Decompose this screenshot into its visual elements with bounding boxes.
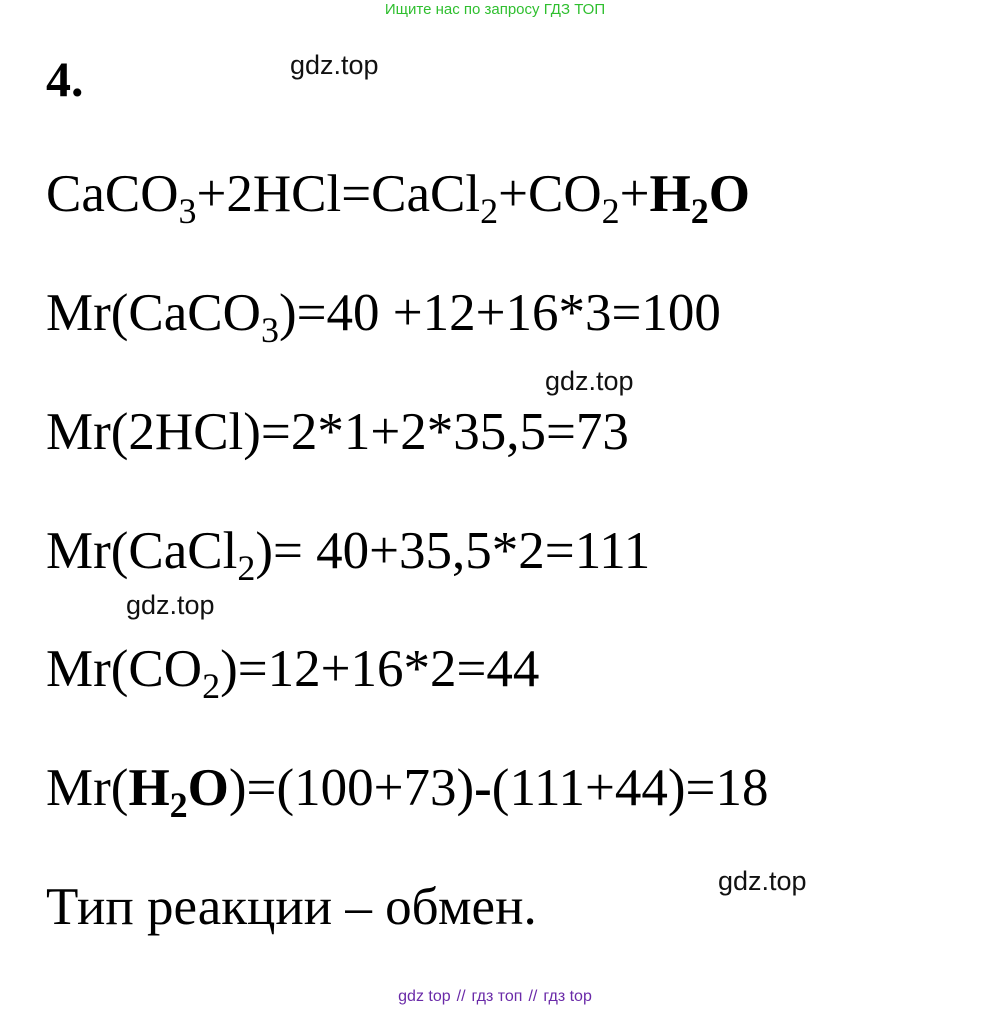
formula-h2o-bold: $H_2O$ xyxy=(128,759,229,825)
formula-cacl2: CaCl$_2$ xyxy=(371,165,499,231)
formula-h2o-bold: $H_2O$ xyxy=(649,165,750,231)
watermark-text: gdz.top xyxy=(718,866,807,896)
reaction-equation xyxy=(46,165,750,231)
footer-item: гдз top xyxy=(543,988,592,1005)
footer-links xyxy=(0,988,990,1006)
reaction-type-text: Тип реакции – обмен. xyxy=(46,878,537,936)
mr-h2o-line: $Mr(H_2O)=(100+73)-(111+44)=18$ xyxy=(46,759,769,825)
watermark-text: gdz.top xyxy=(545,366,634,396)
footer-separator: // xyxy=(456,988,466,1005)
formula-caco3: CaCO$_3$ xyxy=(46,165,197,231)
mr-cacl2-line: Mr(CaCl$_2$)= 40+35,5*2=111 xyxy=(46,522,651,588)
problem-number: 4. xyxy=(46,51,84,107)
mr-co2-line: $Mr(CO_2)=12+16*2=44$ xyxy=(46,640,540,706)
footer-item: gdz top xyxy=(398,988,451,1005)
formula-co2: $+CO_2$ xyxy=(498,165,620,231)
mr-hcl-line: Mr(2HCl)=2*1+2*35,5=73 xyxy=(46,403,629,461)
watermark-text: gdz.top xyxy=(290,50,379,80)
equation-plus-hcl: +2HCl= xyxy=(196,165,372,223)
mr-caco3-line: Mr(CaCO$_3$)=40 +12+16*3=100 xyxy=(46,284,721,350)
equation-plus: + xyxy=(619,165,650,223)
watermark-text: gdz.top xyxy=(126,590,215,620)
footer-separator: // xyxy=(528,988,538,1005)
footer-item: гдз топ xyxy=(471,988,523,1005)
top-banner-text: Ищите нас по запросу ГДЗ ТОП xyxy=(384,1,606,18)
